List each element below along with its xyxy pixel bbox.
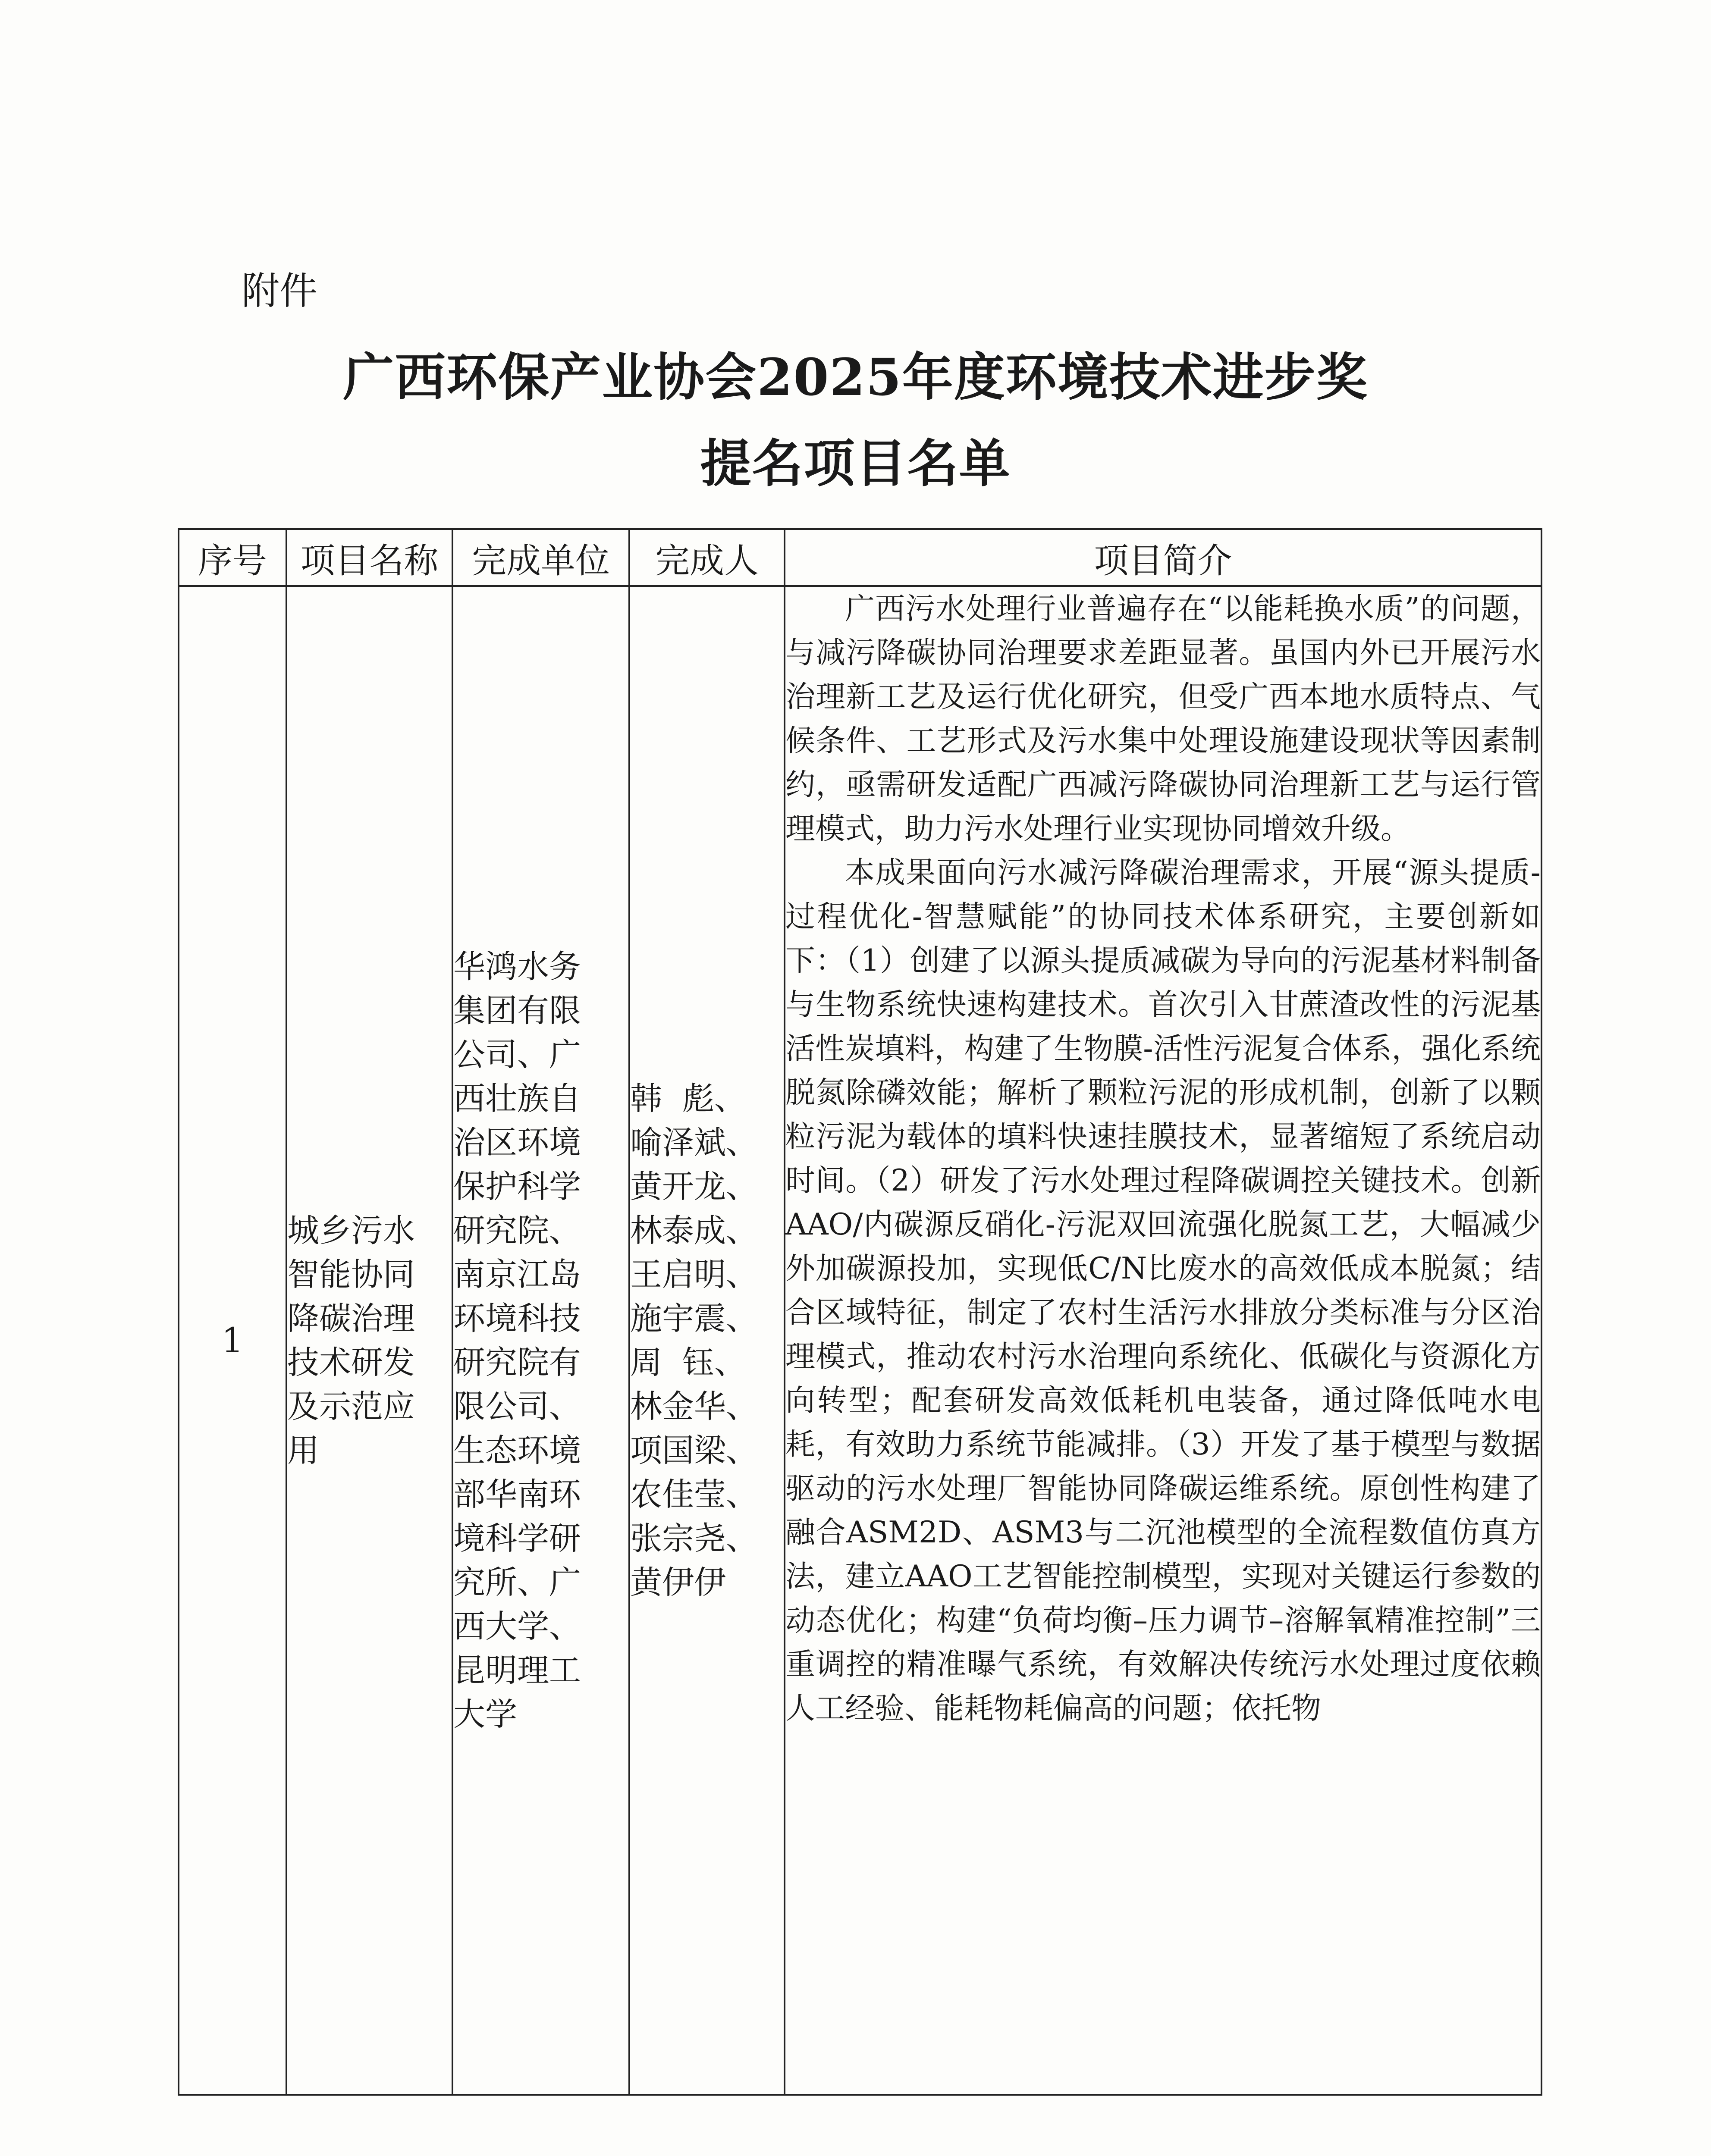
unit-line: 研究院有 <box>453 1344 581 1381</box>
header-intro: 项目简介 <box>785 529 1541 586</box>
table-row <box>179 586 1541 2095</box>
project-name-line: 技术研发 <box>287 1344 415 1381</box>
person-line: 林泰成、 <box>630 1212 758 1249</box>
completion-people <box>629 586 785 2095</box>
person-line: 项国梁、 <box>630 1432 758 1469</box>
page-title: 广西环保产业协会2025年度环境技术进步奖 <box>343 347 1368 407</box>
project-name-line: 智能协同 <box>287 1256 415 1293</box>
unit-line: 限公司、 <box>453 1388 581 1425</box>
project-name-line: 及示范应 <box>287 1388 415 1425</box>
table-header-row <box>179 529 1541 586</box>
person-line: 韩 彪、 <box>630 1080 747 1117</box>
person-line: 农佳莹、 <box>630 1476 758 1513</box>
unit-line: 大学 <box>453 1695 517 1733</box>
person-line: 黄伊伊 <box>630 1564 726 1601</box>
unit-line: 昆明理工 <box>453 1651 581 1689</box>
header-no: 序号 <box>179 529 286 586</box>
header-unit: 完成单位 <box>452 529 629 586</box>
unit-line: 公司、广 <box>453 1036 581 1073</box>
unit-line: 保护科学 <box>453 1168 581 1205</box>
unit-line: 西大学、 <box>453 1608 581 1645</box>
unit-line: 华鸿水务 <box>453 948 581 985</box>
unit-line: 研究院、 <box>453 1212 581 1249</box>
page-subtitle: 提名项目名单 <box>700 433 1011 493</box>
unit-line: 环境科技 <box>453 1300 581 1337</box>
row-number: 1 <box>179 586 286 2095</box>
unit-line: 治区环境 <box>453 1124 581 1161</box>
person-line: 林金华、 <box>630 1388 758 1425</box>
project-name <box>286 586 452 2095</box>
unit-line: 究所、广 <box>453 1564 581 1601</box>
project-name-line: 城乡污水 <box>287 1212 415 1249</box>
unit-line: 境科学研 <box>453 1520 581 1557</box>
header-people: 完成人 <box>629 529 785 586</box>
person-line: 喻泽斌、 <box>630 1124 758 1161</box>
person-line: 黄开龙、 <box>630 1168 758 1205</box>
project-name-line: 用 <box>287 1432 319 1469</box>
project-name-line: 降碳治理 <box>287 1300 415 1337</box>
intro-paragraph: 广西污水处理行业普遍存在“以能耗换水质”的问题，与减污降碳协同治理要求差距显著。虽国内外已开展污水治理新工艺及运行优化研究，但受广西本地水质特点、气候条件、工艺形式及污水集中处理设施建设现状等因素制约，亟需研发适配广西减污降碳协同治理新工艺与运行管理模式，助力污水处理行业实现协同增效升级。 <box>785 592 1541 846</box>
person-line: 张宗尧、 <box>630 1520 758 1557</box>
unit-line: 生态环境 <box>453 1432 581 1469</box>
nomination-table <box>178 528 1542 2096</box>
person-line: 施宇震、 <box>630 1300 758 1337</box>
attachment-label: 附件 <box>242 269 318 313</box>
project-intro <box>785 586 1541 2095</box>
intro-paragraph: 本成果面向污水减污降碳治理需求，开展“源头提质-过程优化-智慧赋能”的协同技术体系研究，主要创新如下：（1）创建了以源头提质减碳为导向的污泥基材料制备与生物系统快速构建技术。首次引入甘蔗渣改性的污泥基活性炭填料，构建了生物膜-活性污泥复合体系，强化系统脱氮除磷效能；解析了颗粒污泥的形成机制，创新了以颗粒污泥为载体的填料快速挂膜技术，显著缩短了系统启动时间。（2）研发了污水处理过程降碳调控关键技术。创新AAO/内碳源反硝化-污泥双回流强化脱氮工艺，大幅减少外加碳源投加，实现低C/N比废水的高效低成本脱氮；结合区域特征，制定了农村生活污水排放分类标准与分区治理模式，推动农村污水治理向系统化、低碳化与资源化方向转型；配套研发高效低耗机电装备，通过降低吨水电耗，有效助力系统节能减排。（3）开发了基于模型与数据驱动的污水处理厂智能协同降碳运维系统。原创性构建了融合ASM2D、ASM3与二沉池模型的全流程数值仿真方法，建立AAO工艺智能控制模型，实现对关键运行参数的动态优化；构建“负荷均衡–压力调节–溶解氧精准控制”三重调控的精准曝气系统，有效解决传统污水处理过度依赖人工经验、能耗物耗偏高的问题；依托物 <box>785 856 1541 1726</box>
unit-line: 西壮族自 <box>453 1080 581 1117</box>
completion-units <box>452 586 629 2095</box>
person-line: 王启明、 <box>630 1256 758 1293</box>
unit-line: 部华南环 <box>453 1476 581 1513</box>
unit-line: 集团有限 <box>453 992 581 1029</box>
person-line: 周 钰、 <box>630 1344 747 1381</box>
header-project-name: 项目名称 <box>286 529 452 586</box>
unit-line: 南京江岛 <box>453 1256 581 1293</box>
